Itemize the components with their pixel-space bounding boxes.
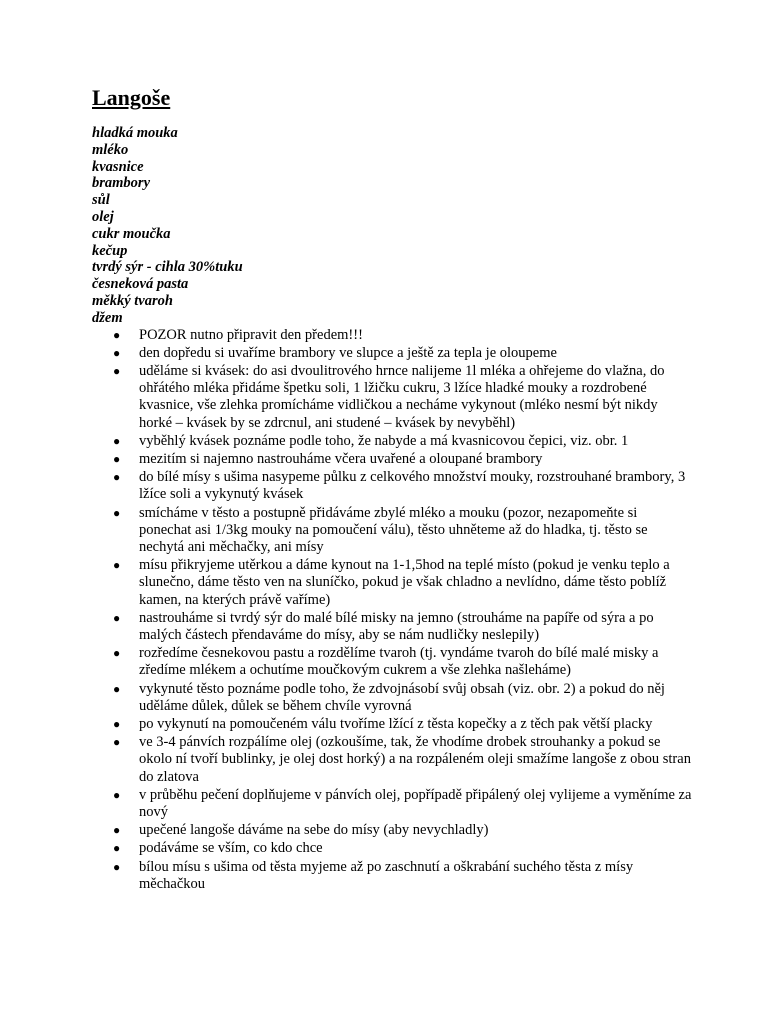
bullet-icon: ● xyxy=(113,610,121,625)
bullet-icon: ● xyxy=(113,433,121,448)
step-text: upečené langoše dáváme na sebe do mísy (aby nevychladly) xyxy=(139,822,489,839)
ingredient-item: hladká mouka xyxy=(92,125,178,141)
ingredient-item: džem xyxy=(92,309,123,326)
step-item xyxy=(113,326,692,344)
step-item xyxy=(113,344,692,362)
step-text: v průběhu pečení doplňujeme v pánvích olej, popřípadě připálený olej vylijeme a vyměníme za nový xyxy=(139,786,692,821)
step-item xyxy=(113,822,692,839)
step-item xyxy=(113,432,692,450)
ingredient-item: olej xyxy=(92,208,114,225)
step-item xyxy=(113,858,692,893)
bullet-icon: ● xyxy=(113,345,121,360)
ingredient-item: sůl xyxy=(92,192,110,209)
ingredient-item: kvasnice xyxy=(92,158,144,175)
bullet-icon: ● xyxy=(113,859,121,874)
ingredient-item: měkký tvaroh xyxy=(92,292,173,309)
bullet-icon: ● xyxy=(113,558,121,573)
step-text: ve 3-4 pánvích rozpálíme olej (ozkoušíme, tak, že vhodíme drobek strouhanky a pokud se okolo ní tvoří bublinky, je olej dost horký) a na rozpáleném oleji smažíme langoše z obou stran do zlatova xyxy=(139,734,691,785)
page-title: Langoše xyxy=(92,85,171,110)
ingredient-item: tvrdý sýr - cihla 30%tuku xyxy=(92,259,243,276)
step-item xyxy=(113,557,692,609)
step-text: mezitím si najemno nastrouháme včera uvařené a oloupané brambory xyxy=(139,450,543,467)
bullet-icon: ● xyxy=(113,327,121,342)
step-item xyxy=(113,840,692,857)
step-item xyxy=(113,786,692,821)
step-item xyxy=(113,362,692,432)
step-text: vykynuté těsto poznáme podle toho, že zdvojnásobí svůj obsah (viz. obr. 2) a pokud do něj uděláme důlek, důlek se během chvíle vyrovná xyxy=(139,680,665,714)
step-text: mísu přikryjeme utěrkou a dáme kynout na 1-1,5hod na teplé místo (pokud je venku teplo a slunečno, dáme těsto ven na sluníčko, pokud je však chladno a nevlídno, dáme těsto poblíž kamen, na kterých právě vaříme) xyxy=(139,557,670,608)
step-text: bílou mísu s ušima od těsta myjeme až po zaschnutí a oškrabání suchého těsta z mísy měchačkou xyxy=(139,858,634,892)
ingredient-item: kečup xyxy=(92,242,128,259)
step-item xyxy=(113,716,692,733)
ingredient-item: brambory xyxy=(92,175,150,192)
ingredient-list xyxy=(92,125,692,327)
step-item xyxy=(113,734,692,786)
step-item xyxy=(113,504,692,557)
bullet-icon: ● xyxy=(113,823,121,838)
bullet-icon: ● xyxy=(113,841,121,856)
step-item xyxy=(113,469,692,503)
bullet-icon: ● xyxy=(113,470,121,485)
step-text: rozředíme česnekovou pastu a rozdělíme tvaroh (tj. vyndáme tvaroh do bílé malé misky a zředíme mlékem a ochutíme moučkovým cukrem a vše zlehka našleháme) xyxy=(139,645,659,679)
ingredient-item: česneková pasta xyxy=(92,276,189,293)
bullet-icon: ● xyxy=(113,646,121,661)
bullet-icon: ● xyxy=(113,363,121,378)
step-item xyxy=(113,450,692,468)
step-text: po vykynutí na pomoučeném válu tvoříme lžící z těsta kopečky a z těch pak větší placky xyxy=(139,716,653,733)
step-text: den dopředu si uvaříme brambory ve slupce a ještě za tepla je oloupeme xyxy=(139,344,557,361)
step-text: vyběhlý kvásek poznáme podle toho, že nabyde a má kvasnicovou čepici, viz. obr. 1 xyxy=(139,432,629,449)
step-item xyxy=(113,645,692,679)
step-list xyxy=(92,327,692,894)
step-text: nastrouháme si tvrdý sýr do malé bílé misky na jemno (strouháme na papíře od sýra a po malých částech přendaváme do mísy, aby se nám nudličky neslepily) xyxy=(139,609,654,644)
bullet-icon: ● xyxy=(113,735,121,750)
step-text: do bílé mísy s ušima nasypeme půlku z celkového množství mouky, rozstrouhané brambory, 3 lžíce soli a vykynutý kvásek xyxy=(139,469,686,503)
bullet-icon: ● xyxy=(113,681,121,696)
step-text: POZOR nutno připravit den předem!!! xyxy=(139,326,363,343)
step-text: uděláme si kvásek: do asi dvoulitrového hrnce nalijeme 1l mléka a ohřejeme do vlažna, do ohřátého mléka přidáme špetku soli, 1 lžičku cukru, 3 lžíce hladké mouky a rozdrobené kvasnice, vše zlehka promícháme vidličkou a necháme vykynout (mléko nesmí být nikdy horké – kvásek by se zdrcnul, ani studené – kvásek by nevyběhl) xyxy=(139,362,665,431)
ingredient-item: cukr moučka xyxy=(92,225,171,242)
step-item xyxy=(113,680,692,715)
ingredient-item: mléko xyxy=(92,141,129,158)
bullet-icon: ● xyxy=(113,505,121,520)
bullet-icon: ● xyxy=(113,787,121,802)
document-page xyxy=(92,84,692,894)
step-item xyxy=(113,609,692,644)
bullet-icon: ● xyxy=(113,451,121,466)
bullet-icon: ● xyxy=(113,717,121,732)
step-text: podáváme se vším, co kdo chce xyxy=(139,840,323,857)
step-text: smícháme v těsto a postupně přidáváme zbylé mléko a mouku (pozor, nezapomeňte si ponechat asi 1/3kg mouky na pomoučení válu), těsto uhněteme až do hladka, tj. těsto se nechytá ani měchačky, ani mísy xyxy=(139,504,648,555)
